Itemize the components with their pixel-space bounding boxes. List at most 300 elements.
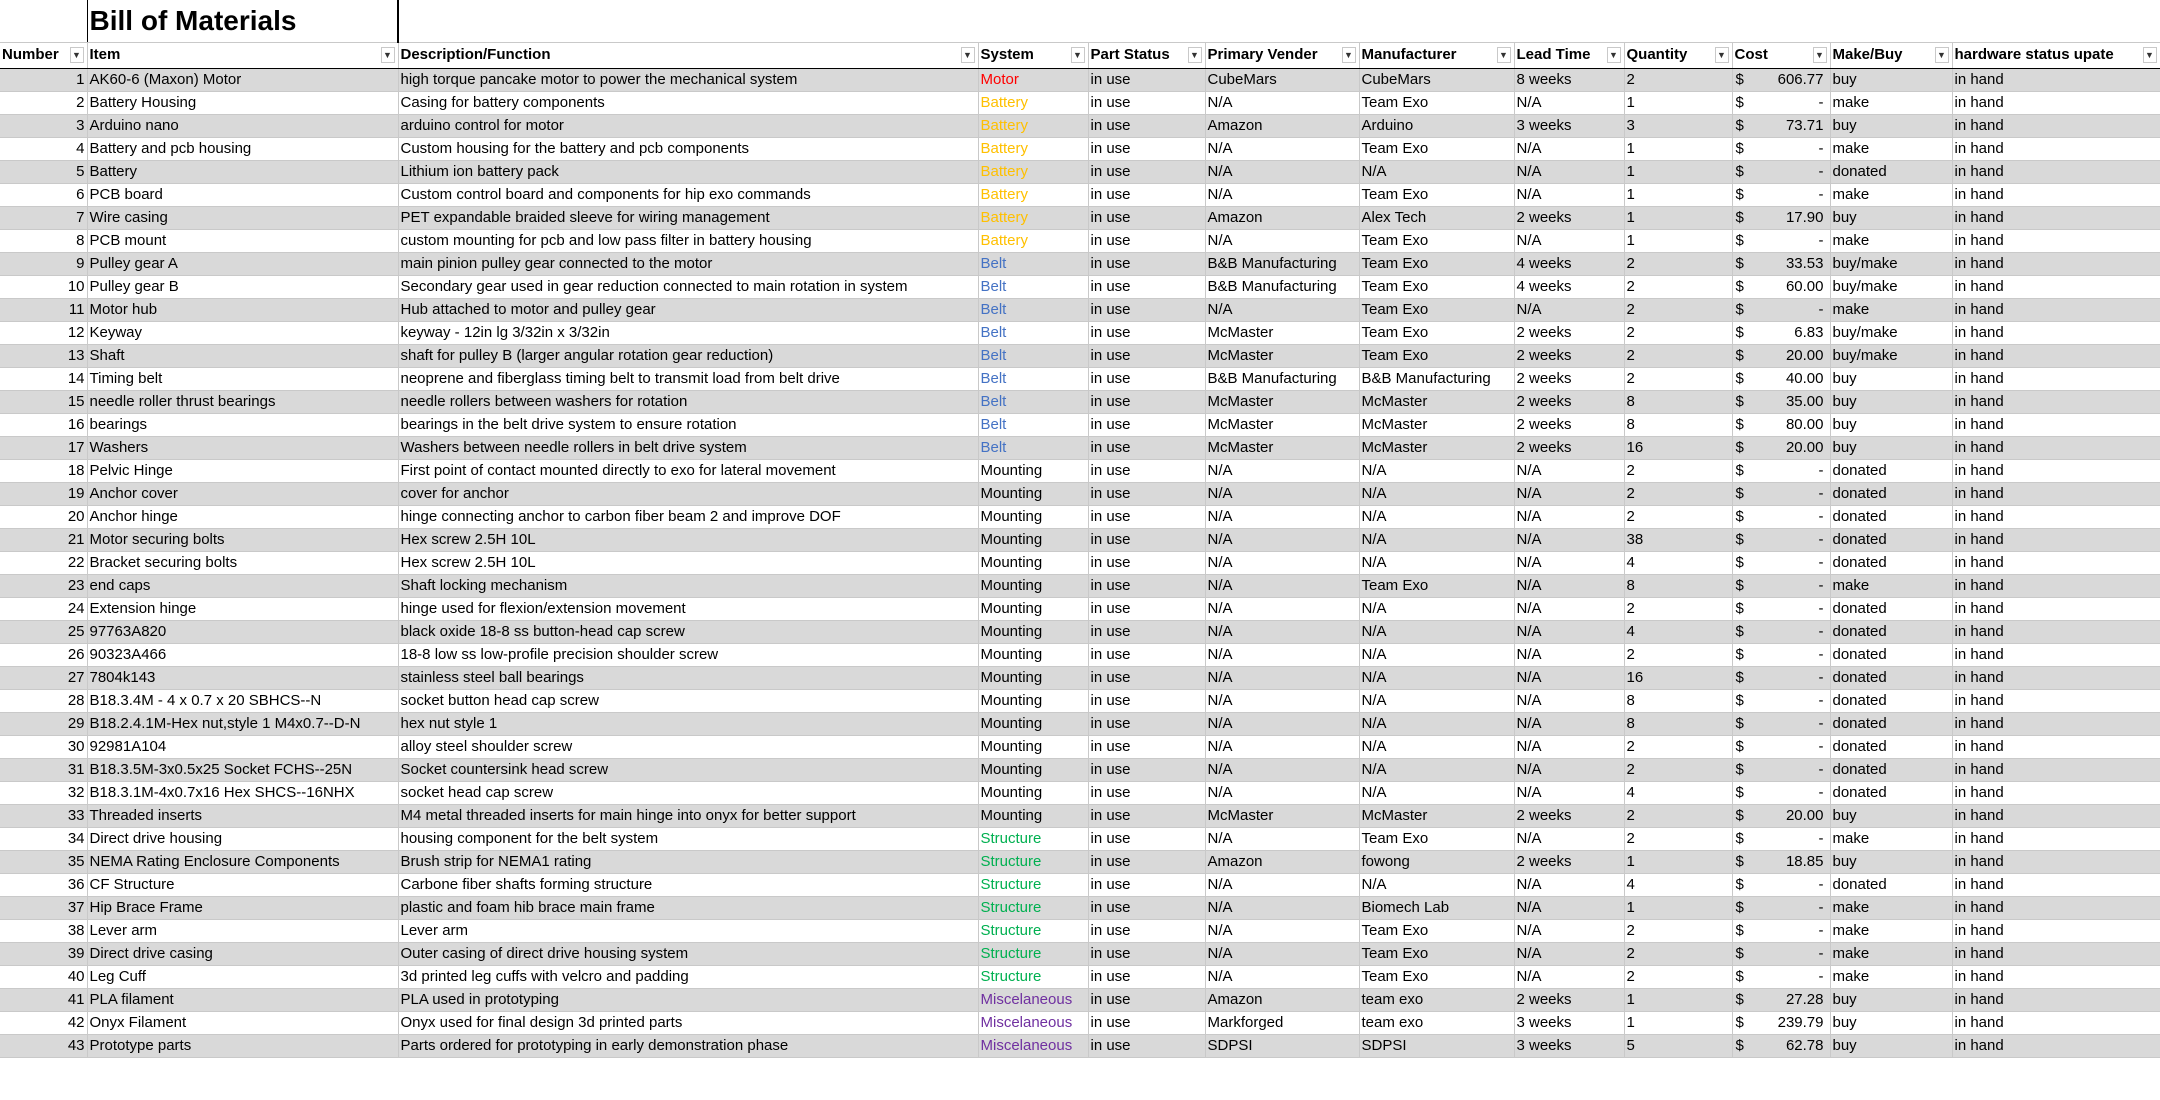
- cell-cost[interactable]: [1732, 597, 1830, 620]
- cell-description[interactable]: high torque pancake motor to power the mechanical system: [398, 68, 978, 91]
- cell-item[interactable]: 90323A466: [87, 643, 398, 666]
- cell-make-buy[interactable]: make: [1830, 896, 1952, 919]
- cell-system[interactable]: Belt: [978, 436, 1088, 459]
- cell-item[interactable]: Pelvic Hinge: [87, 459, 398, 482]
- cell-lead-time[interactable]: 2 weeks: [1514, 321, 1624, 344]
- cell-lead-time[interactable]: N/A: [1514, 965, 1624, 988]
- cell-cost[interactable]: [1732, 390, 1830, 413]
- cell-description[interactable]: Hex screw 2.5H 10L: [398, 551, 978, 574]
- cell-make-buy[interactable]: donated: [1830, 666, 1952, 689]
- cell-cost[interactable]: [1732, 344, 1830, 367]
- cell-manufacturer[interactable]: McMaster: [1359, 804, 1514, 827]
- cell-make-buy[interactable]: donated: [1830, 643, 1952, 666]
- cell-quantity[interactable]: 4: [1624, 551, 1732, 574]
- cell-manufacturer[interactable]: N/A: [1359, 666, 1514, 689]
- cell-lead-time[interactable]: 3 weeks: [1514, 114, 1624, 137]
- cell-hardware-status[interactable]: in hand: [1952, 712, 2160, 735]
- cell-quantity[interactable]: 16: [1624, 666, 1732, 689]
- cell-description[interactable]: needle rollers between washers for rotation: [398, 390, 978, 413]
- cell-part-status[interactable]: in use: [1088, 137, 1205, 160]
- cell-description[interactable]: socket head cap screw: [398, 781, 978, 804]
- column-header-manufacturer[interactable]: [1359, 42, 1514, 68]
- cell-make-buy[interactable]: donated: [1830, 551, 1952, 574]
- cell-hardware-status[interactable]: in hand: [1952, 367, 2160, 390]
- cell-lead-time[interactable]: 3 weeks: [1514, 1034, 1624, 1057]
- cell-item[interactable]: Extension hinge: [87, 597, 398, 620]
- cell-description[interactable]: Onyx used for final design 3d printed parts: [398, 1011, 978, 1034]
- cell-part-status[interactable]: in use: [1088, 206, 1205, 229]
- cell-cost[interactable]: [1732, 1034, 1830, 1057]
- cell-system[interactable]: Structure: [978, 942, 1088, 965]
- cell-quantity[interactable]: 2: [1624, 68, 1732, 91]
- cell-cost[interactable]: [1732, 206, 1830, 229]
- cell-hardware-status[interactable]: in hand: [1952, 68, 2160, 91]
- cell-primary-vender[interactable]: McMaster: [1205, 390, 1359, 413]
- cell-make-buy[interactable]: buy: [1830, 413, 1952, 436]
- cell-number[interactable]: 40: [0, 965, 87, 988]
- cell-primary-vender[interactable]: N/A: [1205, 137, 1359, 160]
- cell-part-status[interactable]: in use: [1088, 551, 1205, 574]
- cell-system[interactable]: Belt: [978, 298, 1088, 321]
- cell-quantity[interactable]: 1: [1624, 160, 1732, 183]
- cell-system[interactable]: Belt: [978, 390, 1088, 413]
- cell-number[interactable]: 32: [0, 781, 87, 804]
- cell-number[interactable]: 4: [0, 137, 87, 160]
- cell-part-status[interactable]: in use: [1088, 505, 1205, 528]
- cell-cost[interactable]: [1732, 505, 1830, 528]
- cell-description[interactable]: housing component for the belt system: [398, 827, 978, 850]
- cell-item[interactable]: PLA filament: [87, 988, 398, 1011]
- cell-number[interactable]: 16: [0, 413, 87, 436]
- cell-description[interactable]: Socket countersink head screw: [398, 758, 978, 781]
- cell-system[interactable]: Mounting: [978, 459, 1088, 482]
- cell-primary-vender[interactable]: N/A: [1205, 712, 1359, 735]
- cell-part-status[interactable]: in use: [1088, 344, 1205, 367]
- cell-make-buy[interactable]: make: [1830, 574, 1952, 597]
- cell-system[interactable]: Structure: [978, 919, 1088, 942]
- cell-part-status[interactable]: in use: [1088, 712, 1205, 735]
- cell-primary-vender[interactable]: N/A: [1205, 459, 1359, 482]
- cell-system[interactable]: Battery: [978, 183, 1088, 206]
- cell-primary-vender[interactable]: McMaster: [1205, 436, 1359, 459]
- cell-cost[interactable]: [1732, 275, 1830, 298]
- cell-primary-vender[interactable]: N/A: [1205, 689, 1359, 712]
- cell-description[interactable]: Casing for battery components: [398, 91, 978, 114]
- cell-make-buy[interactable]: buy: [1830, 206, 1952, 229]
- cell-manufacturer[interactable]: team exo: [1359, 1011, 1514, 1034]
- cell-primary-vender[interactable]: N/A: [1205, 298, 1359, 321]
- cell-lead-time[interactable]: N/A: [1514, 91, 1624, 114]
- cell-cost[interactable]: [1732, 436, 1830, 459]
- cell-part-status[interactable]: in use: [1088, 804, 1205, 827]
- filter-dropdown-icon[interactable]: ▼: [381, 47, 395, 63]
- cell-primary-vender[interactable]: Amazon: [1205, 988, 1359, 1011]
- cell-hardware-status[interactable]: in hand: [1952, 735, 2160, 758]
- cell-make-buy[interactable]: buy: [1830, 390, 1952, 413]
- cell-description[interactable]: stainless steel ball bearings: [398, 666, 978, 689]
- cell-manufacturer[interactable]: N/A: [1359, 873, 1514, 896]
- cell-system[interactable]: Mounting: [978, 620, 1088, 643]
- cell-part-status[interactable]: in use: [1088, 114, 1205, 137]
- cell-make-buy[interactable]: donated: [1830, 597, 1952, 620]
- cell-manufacturer[interactable]: CubeMars: [1359, 68, 1514, 91]
- cell-make-buy[interactable]: make: [1830, 827, 1952, 850]
- cell-part-status[interactable]: in use: [1088, 229, 1205, 252]
- cell-lead-time[interactable]: N/A: [1514, 528, 1624, 551]
- cell-make-buy[interactable]: buy: [1830, 1034, 1952, 1057]
- cell-system[interactable]: Mounting: [978, 666, 1088, 689]
- cell-cost[interactable]: [1732, 988, 1830, 1011]
- cell-part-status[interactable]: in use: [1088, 252, 1205, 275]
- cell-hardware-status[interactable]: in hand: [1952, 827, 2160, 850]
- cell-item[interactable]: Timing belt: [87, 367, 398, 390]
- cell-make-buy[interactable]: make: [1830, 183, 1952, 206]
- cell-quantity[interactable]: 2: [1624, 735, 1732, 758]
- cell-make-buy[interactable]: make: [1830, 919, 1952, 942]
- cell-lead-time[interactable]: 2 weeks: [1514, 850, 1624, 873]
- cell-description[interactable]: socket button head cap screw: [398, 689, 978, 712]
- cell-cost[interactable]: [1732, 413, 1830, 436]
- cell-make-buy[interactable]: donated: [1830, 873, 1952, 896]
- cell-number[interactable]: 25: [0, 620, 87, 643]
- cell-lead-time[interactable]: N/A: [1514, 735, 1624, 758]
- cell-primary-vender[interactable]: N/A: [1205, 597, 1359, 620]
- cell-item[interactable]: Threaded inserts: [87, 804, 398, 827]
- cell-number[interactable]: 42: [0, 1011, 87, 1034]
- cell-quantity[interactable]: 1: [1624, 137, 1732, 160]
- cell-item[interactable]: end caps: [87, 574, 398, 597]
- cell-part-status[interactable]: in use: [1088, 413, 1205, 436]
- cell-item[interactable]: Leg Cuff: [87, 965, 398, 988]
- cell-manufacturer[interactable]: Team Exo: [1359, 137, 1514, 160]
- cell-item[interactable]: PCB board: [87, 183, 398, 206]
- cell-make-buy[interactable]: donated: [1830, 459, 1952, 482]
- cell-lead-time[interactable]: N/A: [1514, 620, 1624, 643]
- cell-description[interactable]: hinge used for flexion/extension movement: [398, 597, 978, 620]
- cell-quantity[interactable]: 8: [1624, 413, 1732, 436]
- column-header-make-buy[interactable]: [1830, 42, 1952, 68]
- cell-quantity[interactable]: 2: [1624, 459, 1732, 482]
- cell-primary-vender[interactable]: N/A: [1205, 620, 1359, 643]
- cell-system[interactable]: Mounting: [978, 804, 1088, 827]
- cell-part-status[interactable]: in use: [1088, 965, 1205, 988]
- cell-number[interactable]: 34: [0, 827, 87, 850]
- cell-item[interactable]: Hip Brace Frame: [87, 896, 398, 919]
- cell-make-buy[interactable]: buy/make: [1830, 344, 1952, 367]
- cell-manufacturer[interactable]: Team Exo: [1359, 275, 1514, 298]
- cell-system[interactable]: Mounting: [978, 712, 1088, 735]
- cell-system[interactable]: Miscelaneous: [978, 988, 1088, 1011]
- cell-manufacturer[interactable]: Team Exo: [1359, 183, 1514, 206]
- cell-lead-time[interactable]: N/A: [1514, 781, 1624, 804]
- cell-item[interactable]: Anchor hinge: [87, 505, 398, 528]
- cell-part-status[interactable]: in use: [1088, 1011, 1205, 1034]
- cell-quantity[interactable]: 1: [1624, 183, 1732, 206]
- cell-manufacturer[interactable]: Team Exo: [1359, 252, 1514, 275]
- cell-hardware-status[interactable]: in hand: [1952, 114, 2160, 137]
- cell-part-status[interactable]: in use: [1088, 781, 1205, 804]
- cell-part-status[interactable]: in use: [1088, 735, 1205, 758]
- cell-manufacturer[interactable]: Team Exo: [1359, 827, 1514, 850]
- cell-part-status[interactable]: in use: [1088, 896, 1205, 919]
- cell-hardware-status[interactable]: in hand: [1952, 1011, 2160, 1034]
- cell-hardware-status[interactable]: in hand: [1952, 896, 2160, 919]
- cell-system[interactable]: Motor: [978, 68, 1088, 91]
- cell-part-status[interactable]: in use: [1088, 68, 1205, 91]
- cell-item[interactable]: Anchor cover: [87, 482, 398, 505]
- filter-dropdown-icon[interactable]: ▼: [1188, 47, 1202, 63]
- cell-item[interactable]: Onyx Filament: [87, 1011, 398, 1034]
- cell-manufacturer[interactable]: N/A: [1359, 505, 1514, 528]
- cell-description[interactable]: PET expandable braided sleeve for wiring management: [398, 206, 978, 229]
- cell-make-buy[interactable]: donated: [1830, 505, 1952, 528]
- cell-manufacturer[interactable]: McMaster: [1359, 436, 1514, 459]
- cell-system[interactable]: Belt: [978, 413, 1088, 436]
- cell-number[interactable]: 23: [0, 574, 87, 597]
- cell-cost[interactable]: [1732, 827, 1830, 850]
- column-header-primary-vender[interactable]: [1205, 42, 1359, 68]
- cell-hardware-status[interactable]: in hand: [1952, 873, 2160, 896]
- filter-dropdown-icon[interactable]: ▼: [1813, 47, 1827, 63]
- cell-quantity[interactable]: 1: [1624, 206, 1732, 229]
- cell-part-status[interactable]: in use: [1088, 321, 1205, 344]
- cell-primary-vender[interactable]: N/A: [1205, 229, 1359, 252]
- cell-cost[interactable]: [1732, 712, 1830, 735]
- cell-system[interactable]: Battery: [978, 114, 1088, 137]
- cell-description[interactable]: First point of contact mounted directly to exo for lateral movement: [398, 459, 978, 482]
- cell-primary-vender[interactable]: N/A: [1205, 873, 1359, 896]
- cell-hardware-status[interactable]: in hand: [1952, 942, 2160, 965]
- cell-description[interactable]: plastic and foam hib brace main frame: [398, 896, 978, 919]
- cell-make-buy[interactable]: buy: [1830, 367, 1952, 390]
- cell-system[interactable]: Battery: [978, 137, 1088, 160]
- cell-manufacturer[interactable]: N/A: [1359, 643, 1514, 666]
- cell-make-buy[interactable]: make: [1830, 965, 1952, 988]
- cell-system[interactable]: Mounting: [978, 528, 1088, 551]
- cell-lead-time[interactable]: N/A: [1514, 666, 1624, 689]
- cell-system[interactable]: Belt: [978, 252, 1088, 275]
- cell-hardware-status[interactable]: in hand: [1952, 183, 2160, 206]
- cell-number[interactable]: 3: [0, 114, 87, 137]
- cell-number[interactable]: 28: [0, 689, 87, 712]
- cell-hardware-status[interactable]: in hand: [1952, 275, 2160, 298]
- column-header-part-status[interactable]: [1088, 42, 1205, 68]
- cell-number[interactable]: 24: [0, 597, 87, 620]
- cell-description[interactable]: 18-8 low ss low-profile precision shoulder screw: [398, 643, 978, 666]
- cell-description[interactable]: Lithium ion battery pack: [398, 160, 978, 183]
- cell-cost[interactable]: [1732, 689, 1830, 712]
- cell-cost[interactable]: [1732, 804, 1830, 827]
- cell-quantity[interactable]: 2: [1624, 643, 1732, 666]
- cell-number[interactable]: 14: [0, 367, 87, 390]
- cell-system[interactable]: Mounting: [978, 574, 1088, 597]
- cell-number[interactable]: 21: [0, 528, 87, 551]
- column-header-lead-time[interactable]: [1514, 42, 1624, 68]
- cell-description[interactable]: Brush strip for NEMA1 rating: [398, 850, 978, 873]
- cell-manufacturer[interactable]: Team Exo: [1359, 919, 1514, 942]
- cell-manufacturer[interactable]: N/A: [1359, 482, 1514, 505]
- cell-primary-vender[interactable]: McMaster: [1205, 344, 1359, 367]
- cell-primary-vender[interactable]: N/A: [1205, 505, 1359, 528]
- cell-cost[interactable]: [1732, 321, 1830, 344]
- cell-description[interactable]: Custom control board and components for hip exo commands: [398, 183, 978, 206]
- cell-description[interactable]: 3d printed leg cuffs with velcro and padding: [398, 965, 978, 988]
- cell-primary-vender[interactable]: B&B Manufacturing: [1205, 275, 1359, 298]
- cell-quantity[interactable]: 3: [1624, 114, 1732, 137]
- cell-hardware-status[interactable]: in hand: [1952, 91, 2160, 114]
- cell-description[interactable]: shaft for pulley B (larger angular rotation gear reduction): [398, 344, 978, 367]
- cell-quantity[interactable]: 2: [1624, 919, 1732, 942]
- cell-make-buy[interactable]: make: [1830, 942, 1952, 965]
- cell-manufacturer[interactable]: team exo: [1359, 988, 1514, 1011]
- cell-number[interactable]: 13: [0, 344, 87, 367]
- cell-quantity[interactable]: 2: [1624, 321, 1732, 344]
- cell-part-status[interactable]: in use: [1088, 183, 1205, 206]
- cell-system[interactable]: Belt: [978, 344, 1088, 367]
- cell-number[interactable]: 19: [0, 482, 87, 505]
- cell-hardware-status[interactable]: in hand: [1952, 919, 2160, 942]
- cell-part-status[interactable]: in use: [1088, 298, 1205, 321]
- cell-primary-vender[interactable]: CubeMars: [1205, 68, 1359, 91]
- cell-number[interactable]: 38: [0, 919, 87, 942]
- cell-cost[interactable]: [1732, 758, 1830, 781]
- cell-make-buy[interactable]: donated: [1830, 620, 1952, 643]
- cell-manufacturer[interactable]: Alex Tech: [1359, 206, 1514, 229]
- cell-part-status[interactable]: in use: [1088, 574, 1205, 597]
- column-header-item[interactable]: [87, 42, 398, 68]
- cell-lead-time[interactable]: 2 weeks: [1514, 206, 1624, 229]
- cell-quantity[interactable]: 2: [1624, 275, 1732, 298]
- column-header-number[interactable]: [0, 42, 87, 68]
- cell-item[interactable]: Shaft: [87, 344, 398, 367]
- cell-primary-vender[interactable]: N/A: [1205, 528, 1359, 551]
- cell-lead-time[interactable]: N/A: [1514, 597, 1624, 620]
- cell-quantity[interactable]: 2: [1624, 367, 1732, 390]
- cell-item[interactable]: Wire casing: [87, 206, 398, 229]
- cell-lead-time[interactable]: N/A: [1514, 482, 1624, 505]
- cell-hardware-status[interactable]: in hand: [1952, 321, 2160, 344]
- cell-part-status[interactable]: in use: [1088, 528, 1205, 551]
- cell-manufacturer[interactable]: Team Exo: [1359, 321, 1514, 344]
- cell-make-buy[interactable]: donated: [1830, 758, 1952, 781]
- cell-lead-time[interactable]: 2 weeks: [1514, 390, 1624, 413]
- cell-description[interactable]: custom mounting for pcb and low pass filter in battery housing: [398, 229, 978, 252]
- cell-cost[interactable]: [1732, 459, 1830, 482]
- cell-number[interactable]: 39: [0, 942, 87, 965]
- cell-manufacturer[interactable]: McMaster: [1359, 413, 1514, 436]
- cell-system[interactable]: Structure: [978, 965, 1088, 988]
- filter-dropdown-icon[interactable]: ▼: [1607, 47, 1621, 63]
- cell-item[interactable]: Arduino nano: [87, 114, 398, 137]
- cell-cost[interactable]: [1732, 160, 1830, 183]
- cell-manufacturer[interactable]: McMaster: [1359, 390, 1514, 413]
- cell-system[interactable]: Belt: [978, 367, 1088, 390]
- cell-system[interactable]: Miscelaneous: [978, 1011, 1088, 1034]
- cell-cost[interactable]: [1732, 873, 1830, 896]
- filter-dropdown-icon[interactable]: ▼: [70, 47, 84, 63]
- cell-cost[interactable]: [1732, 183, 1830, 206]
- cell-hardware-status[interactable]: in hand: [1952, 1034, 2160, 1057]
- cell-primary-vender[interactable]: N/A: [1205, 643, 1359, 666]
- cell-description[interactable]: Custom housing for the battery and pcb components: [398, 137, 978, 160]
- cell-cost[interactable]: [1732, 896, 1830, 919]
- cell-primary-vender[interactable]: N/A: [1205, 482, 1359, 505]
- cell-cost[interactable]: [1732, 965, 1830, 988]
- cell-part-status[interactable]: in use: [1088, 988, 1205, 1011]
- cell-quantity[interactable]: 8: [1624, 689, 1732, 712]
- cell-make-buy[interactable]: make: [1830, 91, 1952, 114]
- cell-quantity[interactable]: 2: [1624, 597, 1732, 620]
- cell-part-status[interactable]: in use: [1088, 367, 1205, 390]
- cell-part-status[interactable]: in use: [1088, 91, 1205, 114]
- cell-number[interactable]: 12: [0, 321, 87, 344]
- cell-lead-time[interactable]: 3 weeks: [1514, 1011, 1624, 1034]
- cell-part-status[interactable]: in use: [1088, 1034, 1205, 1057]
- cell-lead-time[interactable]: N/A: [1514, 229, 1624, 252]
- cell-system[interactable]: Mounting: [978, 781, 1088, 804]
- cell-quantity[interactable]: 2: [1624, 804, 1732, 827]
- cell-primary-vender[interactable]: N/A: [1205, 965, 1359, 988]
- cell-quantity[interactable]: 4: [1624, 873, 1732, 896]
- cell-system[interactable]: Structure: [978, 873, 1088, 896]
- cell-quantity[interactable]: 2: [1624, 482, 1732, 505]
- cell-quantity[interactable]: 2: [1624, 344, 1732, 367]
- cell-part-status[interactable]: in use: [1088, 919, 1205, 942]
- cell-quantity[interactable]: 2: [1624, 505, 1732, 528]
- cell-lead-time[interactable]: N/A: [1514, 298, 1624, 321]
- cell-lead-time[interactable]: 4 weeks: [1514, 252, 1624, 275]
- cell-system[interactable]: Battery: [978, 91, 1088, 114]
- cell-make-buy[interactable]: donated: [1830, 689, 1952, 712]
- cell-item[interactable]: Pulley gear A: [87, 252, 398, 275]
- cell-hardware-status[interactable]: in hand: [1952, 574, 2160, 597]
- cell-description[interactable]: bearings in the belt drive system to ensure rotation: [398, 413, 978, 436]
- cell-primary-vender[interactable]: N/A: [1205, 919, 1359, 942]
- filter-dropdown-icon[interactable]: ▼: [961, 47, 975, 63]
- cell-manufacturer[interactable]: Arduino: [1359, 114, 1514, 137]
- cell-quantity[interactable]: 8: [1624, 712, 1732, 735]
- cell-lead-time[interactable]: N/A: [1514, 551, 1624, 574]
- cell-lead-time[interactable]: N/A: [1514, 574, 1624, 597]
- cell-description[interactable]: hinge connecting anchor to carbon fiber beam 2 and improve DOF: [398, 505, 978, 528]
- sheet-title[interactable]: Bill of Materials: [87, 0, 398, 42]
- cell-item[interactable]: Lever arm: [87, 919, 398, 942]
- cell-part-status[interactable]: in use: [1088, 643, 1205, 666]
- cell-item[interactable]: B18.3.4M - 4 x 0.7 x 20 SBHCS--N: [87, 689, 398, 712]
- cell-description[interactable]: keyway - 12in lg 3/32in x 3/32in: [398, 321, 978, 344]
- cell-quantity[interactable]: 1: [1624, 91, 1732, 114]
- cell-lead-time[interactable]: 8 weeks: [1514, 68, 1624, 91]
- cell-make-buy[interactable]: donated: [1830, 160, 1952, 183]
- cell-part-status[interactable]: in use: [1088, 436, 1205, 459]
- cell-cost[interactable]: [1732, 735, 1830, 758]
- cell-hardware-status[interactable]: in hand: [1952, 597, 2160, 620]
- cell-primary-vender[interactable]: N/A: [1205, 551, 1359, 574]
- cell-quantity[interactable]: 2: [1624, 252, 1732, 275]
- cell-part-status[interactable]: in use: [1088, 390, 1205, 413]
- cell-manufacturer[interactable]: SDPSI: [1359, 1034, 1514, 1057]
- column-header-quantity[interactable]: [1624, 42, 1732, 68]
- cell-description[interactable]: black oxide 18-8 ss button-head cap screw: [398, 620, 978, 643]
- cell-cost[interactable]: [1732, 643, 1830, 666]
- cell-make-buy[interactable]: buy: [1830, 804, 1952, 827]
- cell-number[interactable]: 33: [0, 804, 87, 827]
- cell-item[interactable]: 97763A820: [87, 620, 398, 643]
- cell-description[interactable]: cover for anchor: [398, 482, 978, 505]
- cell-item[interactable]: Keyway: [87, 321, 398, 344]
- cell-cost[interactable]: [1732, 298, 1830, 321]
- cell-description[interactable]: Lever arm: [398, 919, 978, 942]
